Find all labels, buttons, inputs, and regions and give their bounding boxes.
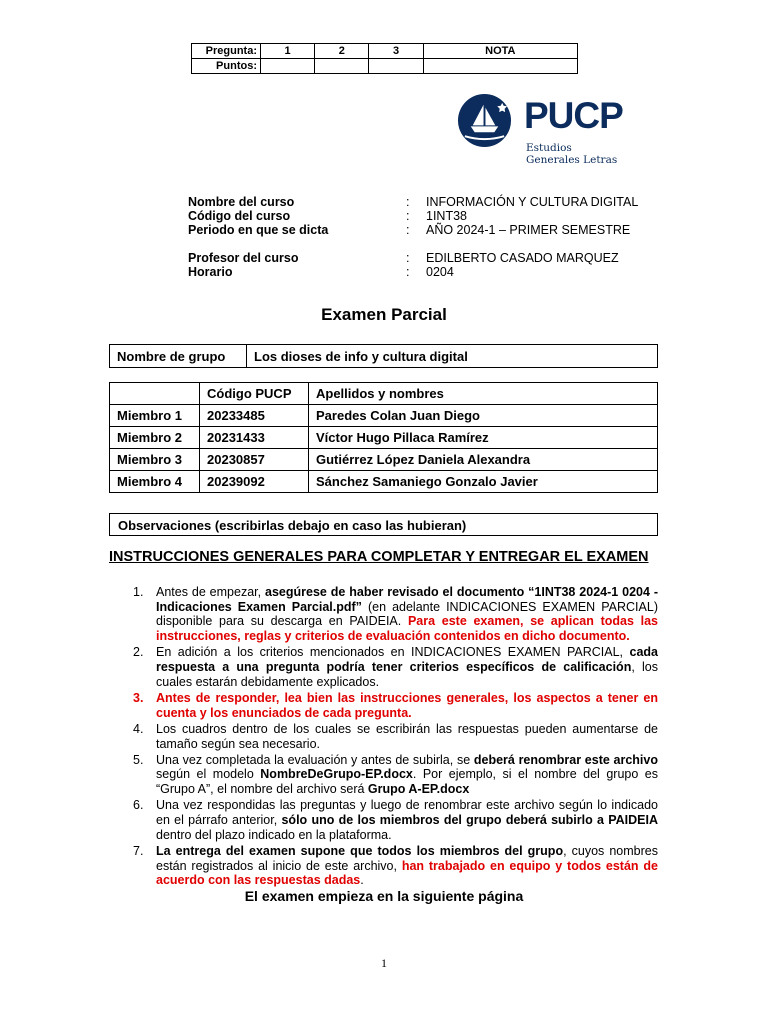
group-name-row	[110, 345, 658, 368]
info-label: Periodo en que se dicta	[188, 223, 329, 237]
member-label: Miembro 3	[110, 449, 200, 471]
list-item	[109, 753, 658, 797]
item-text: Los cuadros dentro de los cuales se escribirán las respuestas pueden aumentarse de tamaño según sea necesario.	[156, 721, 658, 751]
list-item	[109, 722, 658, 751]
members-header-cell: Apellidos y nombres	[309, 383, 658, 405]
item-bold-text: cada respuesta a una pregunta podría tener criterios específicos de calificación	[156, 645, 658, 675]
member-name[interactable]: Paredes Colan Juan Diego	[309, 405, 658, 427]
list-item	[109, 844, 658, 888]
score-row-label: Pregunta:	[192, 44, 261, 59]
score-column-header: 1	[261, 44, 315, 59]
item-text: , los cuales estarán debidamente explicados.	[156, 660, 658, 689]
item-bold-text: asegúrese de haber revisado el documento “1INT38 2024-1 0204 - Indicaciones Examen Parcial.pdf”	[156, 585, 659, 614]
member-label: Miembro 1	[110, 405, 200, 427]
member-code[interactable]: 20233485	[200, 405, 309, 427]
course-code-row	[188, 209, 668, 223]
item-number: 3.	[133, 690, 144, 705]
info-label: Horario	[188, 265, 233, 279]
logo-subtitle-line: Estudios	[526, 142, 572, 154]
info-separator: :	[406, 251, 410, 265]
info-label: Código del curso	[188, 209, 291, 223]
course-schedule-row	[188, 265, 668, 279]
score-cell[interactable]	[315, 59, 369, 74]
group-name-table	[109, 344, 658, 368]
item-number: 6.	[133, 798, 144, 813]
member-label: Miembro 2	[110, 427, 200, 449]
item-text: dentro del plazo indicado en la plataforma.	[156, 827, 392, 842]
table-row	[110, 405, 658, 427]
item-number: 4.	[133, 721, 144, 736]
info-separator: :	[406, 209, 410, 223]
list-item	[109, 585, 658, 644]
info-value: INFORMACIÓN Y CULTURA DIGITAL	[426, 195, 639, 209]
item-text: según el modelo	[156, 767, 261, 782]
member-code[interactable]: 20239092	[200, 471, 309, 493]
list-item	[109, 691, 658, 720]
ship-emblem-icon	[457, 93, 512, 148]
item-red-text: Para este examen, se aplican todas las instrucciones, reglas y criterios de evaluación contenidos en dicho documento.	[156, 614, 659, 644]
item-text: Una vez respondidas las preguntas y luego de renombrar este archivo según lo indicado en el párrafo anterior,	[156, 798, 658, 828]
member-name[interactable]: Gutiérrez López Daniela Alexandra	[309, 449, 658, 471]
table-row	[110, 427, 658, 449]
members-header-cell	[110, 383, 200, 405]
item-text: Una vez completada la evaluación y antes de subirla, se	[156, 752, 474, 767]
item-bold-text: Grupo A-EP.docx	[367, 782, 470, 797]
page-number: 1	[381, 956, 387, 970]
score-row-points	[192, 59, 578, 74]
info-separator: :	[406, 195, 410, 209]
logo-subtitle-line: Generales Letras	[526, 154, 618, 166]
instructions-title: INSTRUCCIONES GENERALES PARA COMPLETAR Y ENTREGAR EL EXAMEN	[109, 549, 649, 565]
member-code[interactable]: 20231433	[200, 427, 309, 449]
observations-label: Observaciones (escribirlas debajo en caso las hubieran)	[118, 518, 467, 533]
member-name[interactable]: Víctor Hugo Pillaca Ramírez	[309, 427, 658, 449]
item-text: En adición a los criterios mencionados en INDICACIONES EXAMEN PARCIAL,	[156, 645, 630, 660]
score-row-label: Puntos:	[192, 59, 261, 74]
group-name-label: Nombre de grupo	[110, 345, 247, 368]
item-text: .	[360, 873, 364, 888]
observations-box[interactable]	[109, 513, 658, 536]
table-row	[110, 449, 658, 471]
item-text: , cuyos nombres están registrados al inicio de este archivo,	[156, 843, 658, 873]
list-item	[109, 645, 658, 689]
course-name-row	[188, 195, 668, 209]
item-bold-text: La entrega del examen supone que todos los miembros del grupo	[156, 843, 564, 858]
info-separator: :	[406, 223, 410, 237]
score-row-questions	[192, 44, 578, 59]
group-name-value[interactable]: Los dioses de info y cultura digital	[247, 345, 658, 368]
exam-start-message: El examen empieza en la siguiente página	[244, 888, 524, 904]
info-separator: :	[406, 265, 410, 279]
score-cell[interactable]	[369, 59, 423, 74]
members-table	[109, 382, 658, 493]
info-label: Profesor del curso	[188, 251, 299, 265]
info-value: 1INT38	[426, 209, 467, 223]
score-cell[interactable]	[423, 59, 577, 74]
score-column-header: 3	[369, 44, 423, 59]
item-bold-text: deberá renombrar este archivo	[473, 752, 658, 767]
info-label: Nombre del curso	[188, 195, 295, 209]
item-bold-text: NombreDeGrupo-EP.docx	[260, 767, 413, 782]
score-cell[interactable]	[261, 59, 315, 74]
list-item	[109, 798, 658, 842]
score-table	[191, 43, 578, 74]
item-text: (en adelante INDICACIONES EXAMEN PARCIAL) disponible para su descarga en PAIDEIA.	[156, 599, 658, 629]
member-code[interactable]: 20230857	[200, 449, 309, 471]
item-number: 1.	[133, 585, 144, 599]
item-text: . Por ejemplo, si el nombre del grupo es “Grupo A”, el nombre del archivo será	[156, 767, 658, 797]
member-label: Miembro 4	[110, 471, 200, 493]
item-number: 7.	[133, 843, 144, 858]
info-value: AÑO 2024-1 – PRIMER SEMESTRE	[426, 223, 631, 237]
item-number: 5.	[133, 752, 144, 767]
course-period-row	[188, 223, 668, 237]
members-header-row	[110, 383, 658, 405]
info-value: 0204	[426, 265, 454, 279]
table-row	[110, 471, 658, 493]
instructions-list	[109, 585, 658, 890]
item-red-text: Antes de responder, lea bien las instrucciones generales, los aspectos a tener en cuenta y los enunciados de cada pregunta.	[156, 690, 658, 720]
member-name[interactable]: Sánchez Samaniego Gonzalo Javier	[309, 471, 658, 493]
item-red-text: han trabajado en equipo y todos están de acuerdo con las respuestas dadas	[156, 858, 658, 888]
score-column-header: 2	[315, 44, 369, 59]
logo-brand-text: PUCP	[524, 95, 623, 136]
course-professor-row	[188, 251, 668, 265]
pucp-logo	[457, 90, 647, 170]
info-value: EDILBERTO CASADO MARQUEZ	[426, 251, 619, 265]
item-number: 2.	[133, 645, 144, 660]
exam-title: Examen Parcial	[321, 305, 447, 324]
item-bold-text: sólo uno de los miembros del grupo deberá subirlo a PAIDEIA	[281, 813, 659, 828]
score-column-header: NOTA	[423, 44, 577, 59]
logo-subtitle	[526, 142, 617, 166]
members-header-cell: Código PUCP	[200, 383, 309, 405]
item-text: Antes de empezar,	[156, 585, 266, 599]
